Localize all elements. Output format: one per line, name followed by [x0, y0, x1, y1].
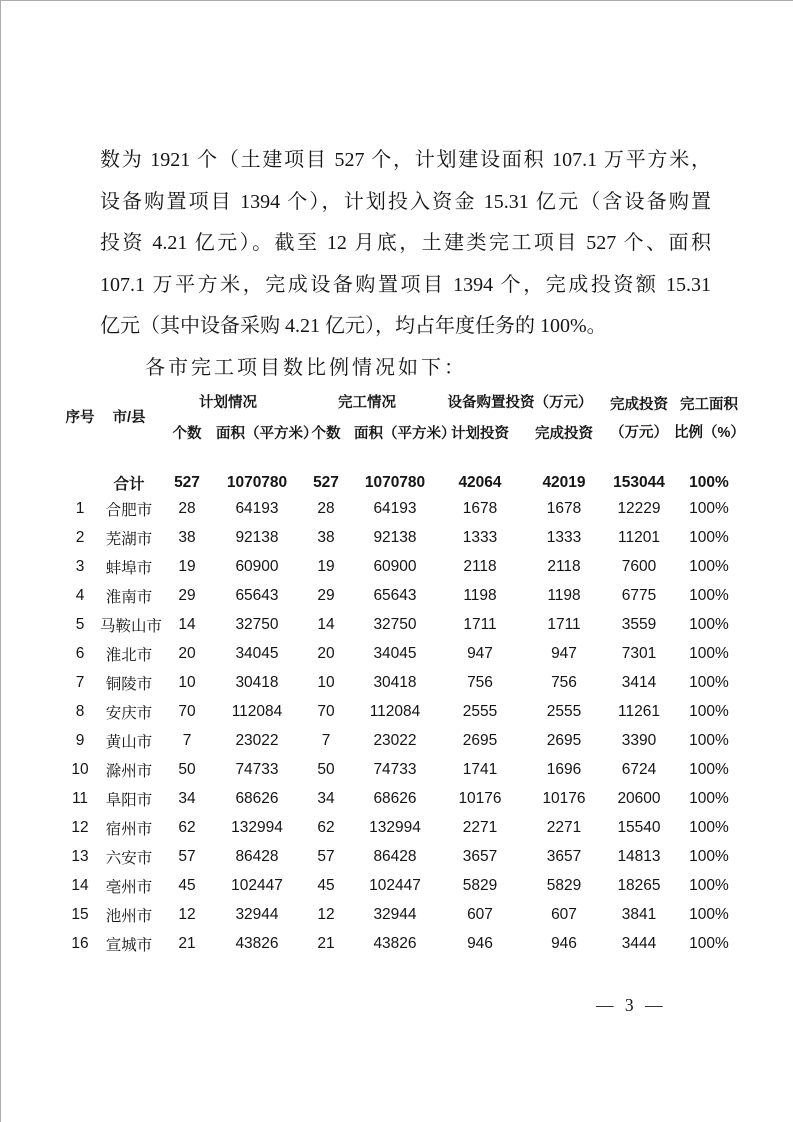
table-cell: 21 [178, 934, 196, 952]
table-cell: 50 [178, 760, 196, 778]
table-cell: 50 [317, 760, 335, 778]
table-cell: 13 [71, 847, 89, 865]
completion-table-wrap [60, 388, 744, 958]
table-cell: 86428 [235, 847, 279, 865]
header-plan-area: 面积（平方米） [216, 425, 318, 442]
table-cell: 32750 [235, 615, 279, 633]
paragraph-line: 数为 1921 个（土建项目 527 个，计划建设面积 107.1 万平方米， [100, 149, 711, 171]
table-cell: 34045 [373, 644, 417, 662]
table-cell: 21 [317, 934, 335, 952]
table-row [60, 813, 744, 842]
table-cell: 64193 [373, 499, 417, 517]
header-done-area: 面积（平方米） [354, 425, 456, 442]
table-cell: 100% [689, 528, 729, 546]
table-cell: 100% [689, 499, 729, 517]
table-cell: 28 [178, 499, 196, 517]
table-cell [60, 450, 100, 494]
table-cell: 3444 [621, 934, 657, 952]
table-row [60, 755, 744, 784]
table-cell: 5829 [462, 876, 498, 894]
paragraph-line: 设备购置项目 1394 个），计划投入资金 15.31 亿元（含设备购置 [100, 190, 711, 213]
table-cell: 6775 [621, 586, 657, 604]
table-cell: 68626 [235, 789, 279, 807]
table-cell: 1198 [463, 586, 497, 604]
table-cell: 5 [75, 615, 85, 633]
header-done-invest: 完成投资 [535, 425, 593, 442]
header-total-invest [604, 388, 674, 450]
table-cell: 756 [467, 673, 493, 691]
table-cell: 19 [317, 557, 335, 575]
table-cell: 65643 [235, 586, 279, 604]
table-cell: 2695 [546, 731, 582, 749]
table-cell: 70 [317, 702, 335, 720]
table-cell: 102447 [231, 876, 283, 894]
table-cell: 100% [689, 876, 729, 894]
paragraph-line: 亿元（其中设备采购 4.21 亿元），均占年度任务的 100%。 [100, 315, 607, 337]
header-seq: 序号 [65, 410, 95, 427]
table-cell: 安庆市 [105, 704, 153, 722]
page-number: — 3 — [596, 995, 663, 1015]
table-cell: 57 [178, 847, 196, 865]
table-cell: 10176 [542, 789, 586, 807]
table-cell: 淮北市 [105, 646, 153, 664]
table-cell: 12 [178, 905, 196, 923]
table-cell: 2271 [546, 818, 582, 836]
header-plan-invest: 计划投资 [451, 425, 509, 442]
table-cell: 19 [178, 557, 196, 575]
table-cell: 15 [71, 905, 89, 923]
table-cell: 132994 [231, 818, 283, 836]
table-row [60, 726, 744, 755]
table-cell: 14813 [617, 847, 661, 865]
table-cell: 43826 [373, 934, 417, 952]
table-cell: 14 [71, 876, 89, 894]
table-cell: 12 [71, 818, 89, 836]
table-cell: 38 [317, 528, 335, 546]
table-cell: 23022 [373, 731, 417, 749]
table-cell: 14 [178, 615, 196, 633]
table-cell: 黄山市 [105, 733, 153, 751]
table-cell: 42064 [458, 474, 502, 491]
table-cell: 10 [71, 760, 89, 778]
table-cell: 3657 [462, 847, 498, 865]
table-row [60, 871, 744, 900]
table-cell: 7 [182, 731, 192, 749]
table-cell: 7 [321, 731, 331, 749]
table-cell: 74733 [373, 760, 417, 778]
table-cell: 7 [75, 673, 85, 691]
table-cell: 100% [689, 731, 729, 749]
table-cell: 2555 [462, 702, 498, 720]
header-done-count: 个数 [311, 425, 341, 442]
table-cell: 12 [317, 905, 335, 923]
table-cell: 34045 [235, 644, 279, 662]
table-cell: 112084 [231, 702, 283, 720]
table-cell: 11 [71, 789, 89, 807]
table-cell: 92138 [373, 528, 417, 546]
table-cell: 607 [551, 905, 577, 923]
table-cell: 102447 [369, 876, 421, 894]
table-cell: 4 [75, 586, 85, 604]
table-cell: 100% [689, 760, 729, 778]
table-cell: 70 [178, 702, 196, 720]
table-cell: 100% [689, 847, 729, 865]
table-cell: 65643 [373, 586, 417, 604]
table-cell: 5829 [546, 876, 582, 894]
table-cell: 946 [551, 934, 577, 952]
table-cell: 10 [317, 673, 335, 691]
table-cell: 3390 [621, 731, 657, 749]
table-cell: 60900 [235, 557, 279, 575]
table-cell: 合计 [113, 476, 145, 493]
table-row [60, 697, 744, 726]
table-cell: 100% [689, 702, 729, 720]
table-cell: 100% [689, 586, 729, 604]
table-header-row-groups [60, 388, 744, 419]
table-cell: 34 [178, 789, 196, 807]
table-cell: 30418 [373, 673, 417, 691]
table-cell: 132994 [369, 818, 421, 836]
table-cell: 100% [689, 905, 729, 923]
table-cell: 100% [689, 673, 729, 691]
header-plan-count: 个数 [172, 425, 202, 442]
table-cell: 100% [689, 615, 729, 633]
table-cell: 8 [75, 702, 85, 720]
table-row [60, 494, 744, 523]
table-cell: 2118 [463, 557, 497, 575]
table-cell: 112084 [369, 702, 421, 720]
table-cell: 1696 [546, 760, 582, 778]
table-cell: 亳州市 [105, 878, 153, 896]
table-cell: 芜湖市 [105, 530, 153, 548]
table-cell: 1070780 [226, 474, 288, 491]
table-cell: 38 [178, 528, 196, 546]
table-cell: 7600 [621, 557, 657, 575]
table-row [60, 784, 744, 813]
table-cell: 100% [689, 474, 729, 491]
table-cell: 947 [551, 644, 577, 662]
table-row [60, 639, 744, 668]
table-cell: 947 [467, 644, 493, 662]
table-cell: 铜陵市 [105, 675, 153, 693]
header-area-ratio [674, 388, 744, 450]
table-cell: 3841 [621, 905, 657, 923]
header-equip-group: 设备购置投资（万元） [447, 394, 593, 411]
table-cell: 2555 [546, 702, 582, 720]
table-cell: 3414 [621, 673, 657, 691]
table-cell: 28 [317, 499, 335, 517]
table-cell: 1678 [546, 499, 582, 517]
header-area-ratio-line1: 完工面积 [680, 396, 738, 413]
paragraph-line: 投资 4.21 亿元）。截至 12 月底，土建类完工项目 527 个、面积 [100, 232, 711, 254]
table-row [60, 523, 744, 552]
table-cell: 池州市 [105, 907, 153, 925]
table-cell: 宣城市 [105, 936, 153, 954]
table-cell: 60900 [373, 557, 417, 575]
table-row [60, 900, 744, 929]
table-cell: 20 [317, 644, 335, 662]
table-cell: 六安市 [105, 849, 153, 867]
table-cell: 12229 [617, 499, 661, 517]
table-cell: 100% [689, 789, 729, 807]
table-cell: 16 [71, 934, 89, 952]
table-cell: 9 [75, 731, 85, 749]
table-cell: 10176 [458, 789, 502, 807]
table-cell: 30418 [235, 673, 279, 691]
table-cell: 527 [174, 474, 200, 491]
table-cell: 阜阳市 [105, 791, 153, 809]
table-cell: 合肥市 [105, 501, 153, 519]
table-cell: 34 [317, 789, 335, 807]
table-cell: 100% [689, 934, 729, 952]
table-cell: 1 [75, 499, 85, 517]
table-cell: 32944 [373, 905, 417, 923]
table-cell: 946 [467, 934, 493, 952]
table-row [60, 552, 744, 581]
table-cell: 1678 [462, 499, 498, 517]
table-cell: 1333 [546, 528, 582, 546]
table-row [60, 668, 744, 697]
table-cell: 45 [178, 876, 196, 894]
table-cell: 86428 [373, 847, 417, 865]
table-cell: 756 [551, 673, 577, 691]
table-cell: 92138 [235, 528, 279, 546]
table-cell: 11261 [618, 702, 660, 720]
table-cell: 15540 [617, 818, 661, 836]
header-plan-group: 计划情况 [199, 394, 257, 411]
table-cell: 62 [317, 818, 335, 836]
table-row [60, 581, 744, 610]
table-body [60, 450, 744, 958]
table-cell: 3 [75, 557, 85, 575]
table-cell: 29 [178, 586, 196, 604]
table-cell: 57 [317, 847, 335, 865]
table-cell: 宿州市 [105, 820, 153, 838]
table-cell: 23022 [235, 731, 279, 749]
table-row [60, 610, 744, 639]
table-cell: 淮南市 [105, 588, 153, 606]
paragraph-line: 107.1 万平方米，完成设备购置项目 1394 个，完成投资额 15.31 [100, 273, 711, 296]
table-cell: 1070780 [364, 474, 426, 491]
table-cell: 11201 [618, 528, 660, 546]
table-cell: 45 [317, 876, 335, 894]
table-cell: 32750 [373, 615, 417, 633]
body-paragraph [100, 140, 711, 389]
header-total-invest-line2: （万元） [610, 425, 668, 441]
header-done-group: 完工情况 [338, 394, 396, 411]
table-cell: 527 [313, 474, 339, 491]
table-cell: 74733 [235, 760, 279, 778]
table-cell: 2 [75, 528, 85, 546]
table-cell: 6724 [621, 760, 657, 778]
table-cell: 1198 [547, 586, 581, 604]
table-cell: 20 [178, 644, 196, 662]
table-cell: 32944 [235, 905, 279, 923]
table-cell: 20600 [617, 789, 661, 807]
table-cell: 3559 [621, 615, 657, 633]
table-cell: 1741 [462, 760, 498, 778]
table-cell: 1711 [463, 615, 497, 633]
table-cell: 42019 [542, 474, 586, 491]
table-cell: 100% [689, 818, 729, 836]
table-cell: 1333 [462, 528, 498, 546]
completion-table [60, 388, 744, 958]
table-intro-line: 各市完工项目数比例情况如下： [145, 356, 467, 379]
table-cell: 100% [689, 644, 729, 662]
table-cell: 1711 [547, 615, 581, 633]
table-cell: 62 [178, 818, 196, 836]
header-city: 市/县 [112, 410, 146, 427]
header-total-invest-line1: 完成投资 [610, 396, 668, 413]
table-cell: 153044 [613, 474, 665, 491]
table-cell: 7301 [621, 644, 657, 662]
table-cell: 29 [317, 586, 335, 604]
table-cell: 蚌埠市 [105, 559, 153, 577]
table-header [60, 388, 744, 450]
table-cell: 43826 [235, 934, 279, 952]
table-row [60, 450, 744, 494]
table-cell: 14 [317, 615, 335, 633]
header-area-ratio-line2: 比例（%） [674, 425, 745, 441]
table-cell: 2271 [462, 818, 498, 836]
table-cell: 2118 [547, 557, 581, 575]
table-cell: 64193 [235, 499, 279, 517]
table-cell: 607 [467, 905, 493, 923]
table-cell: 马鞍山市 [100, 617, 163, 635]
table-cell: 3657 [546, 847, 582, 865]
table-cell: 2695 [462, 731, 498, 749]
table-cell: 滁州市 [105, 762, 153, 780]
table-cell: 100% [689, 557, 729, 575]
table-cell: 10 [178, 673, 196, 691]
table-cell: 18265 [617, 876, 661, 894]
table-cell: 6 [75, 644, 85, 662]
table-row [60, 929, 744, 958]
table-row [60, 842, 744, 871]
table-cell: 68626 [373, 789, 417, 807]
